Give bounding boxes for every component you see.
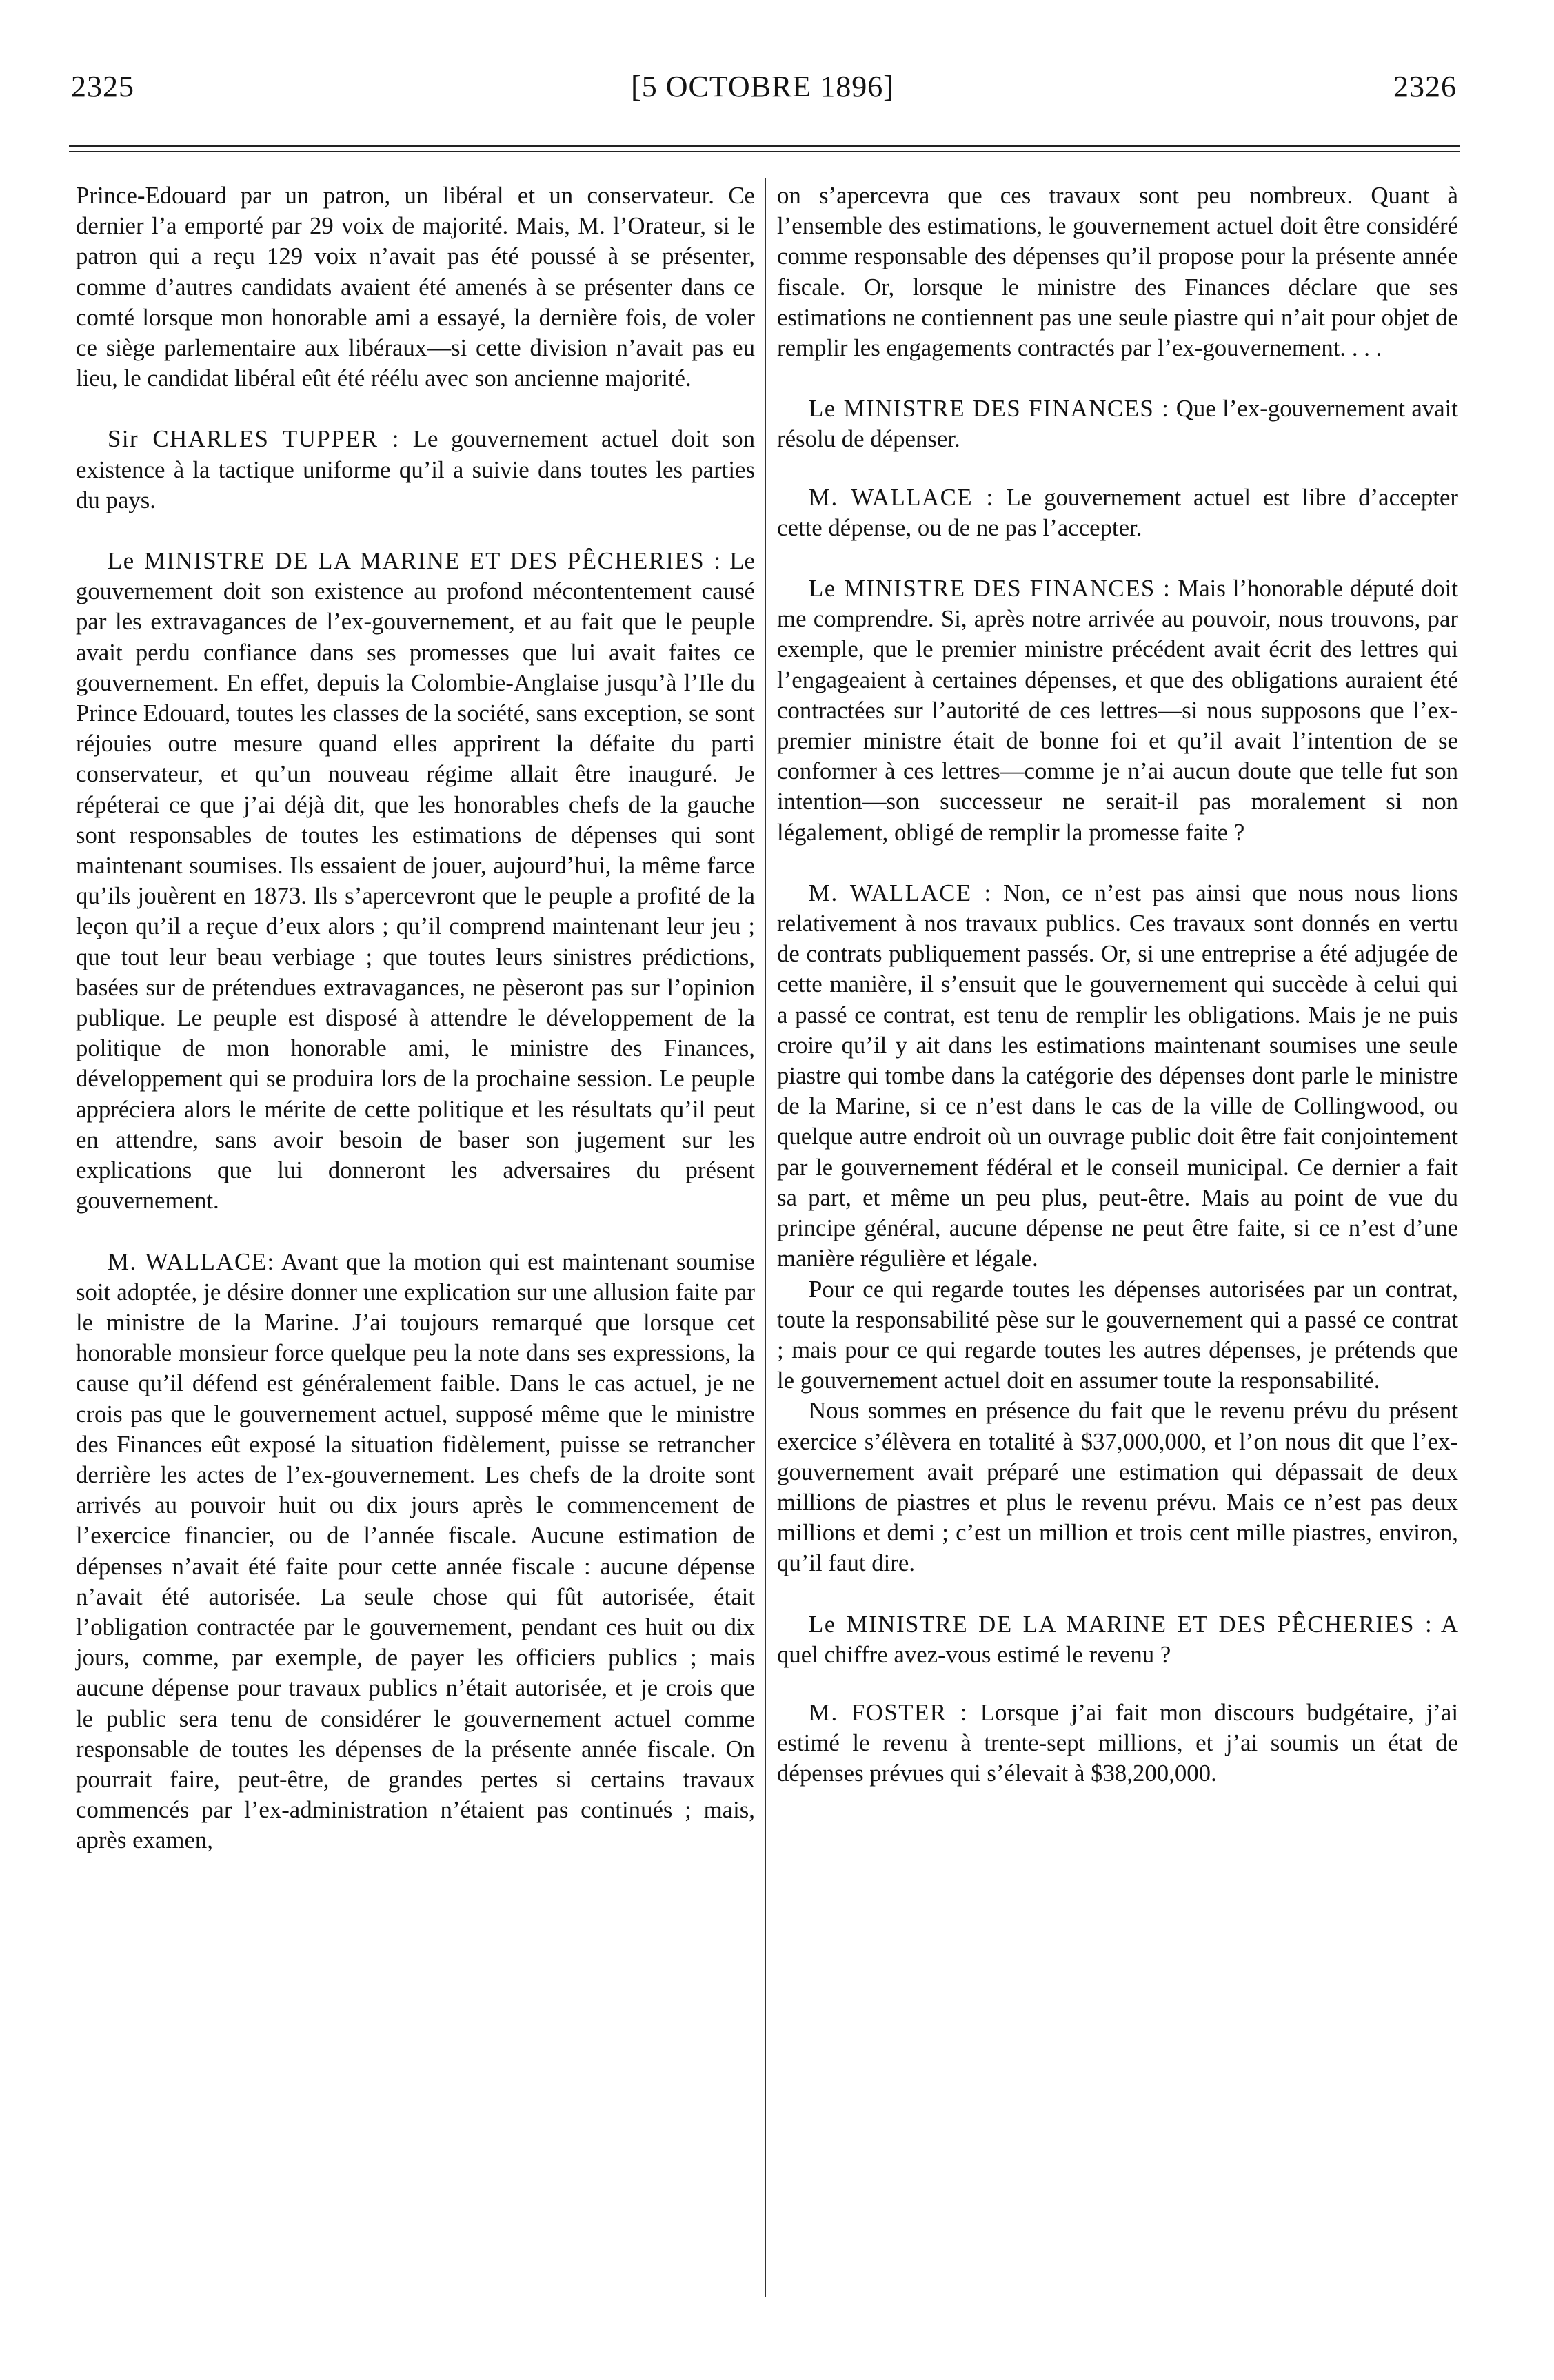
speech-paragraph	[76, 546, 755, 1216]
speaker-name: Le MINISTRE DE LA MARINE ET DES PÊCHERIES :	[108, 547, 722, 575]
paragraph: Prince-Edouard par un patron, un libéral et un conservateur. Ce dernier l’a emporté par 29 voix de majorité. Mais, M. l’Orateur, si le patron qui a reçu 129 voix n’avait pas été poussé à se présenter, comme d’autres candidats avaient été amenés à se présenter dans ce comté lorsque mon honorable ami a essayé, la dernière fois, de voler ce siège parlementaire aux libéraux—si cette division n’avait pas eu lieu, le candidat libéral eût été réélu avec son ancienne majorité.	[76, 182, 755, 392]
speech-paragraph	[777, 573, 1458, 848]
page-header	[65, 69, 1460, 110]
speaker-name: M. WALLACE :	[809, 879, 992, 906]
paragraph: Pour ce qui regarde toutes les dépenses autorisées par un contrat, toute la responsabilité pèse sur le gouvernement qui a passé ce contrat ; mais pour ce qui regarde toutes les autres dépenses, je prétends que le gouvernement actuel doit en assumer toute la responsabilité.	[777, 1275, 1458, 1394]
speech-text: Mais l’honorable député doit me comprendre. Si, après notre arrivée au pouvoir, nous trouvons, par exemple, que le premier ministre précédent avait écrit des lettres qui l’engageaient à certaines dépenses, et que des obligations auraient été contractées sur l’autorité de ces lettres—si nous supposons que l’ex-premier ministre était de bonne foi et qu’il avait l’intention de se conformer à ces lettres—comme je n’ai aucun doute que telle fut son intention—son successeur ne serait-il pas moralement si non légalement, obligé de remplir la promesse faite ?	[777, 575, 1458, 846]
column-divider	[765, 178, 766, 2297]
speech-paragraph	[777, 394, 1458, 454]
speech-text: Le gouvernement actuel est libre d’accepter cette dépense, ou de ne pas l’accepter.	[777, 483, 1459, 541]
left-column	[76, 181, 755, 1856]
speech-text: Que l’ex-gouvernement avait résolu de dépenser.	[777, 395, 1458, 453]
header-rule-thin	[69, 151, 1460, 152]
speaker-name: Le MINISTRE DES FINANCES :	[809, 395, 1170, 423]
speaker-name: Le MINISTRE DES FINANCES :	[809, 575, 1171, 602]
speech-paragraph	[76, 424, 755, 516]
page-number-right: 2326	[1393, 70, 1457, 103]
speech-paragraph	[777, 482, 1458, 543]
header-rule-thick	[69, 145, 1460, 147]
speech-text: A quel chiffre avez-vous estimé le revenu ?	[777, 1610, 1458, 1668]
speaker-name: M. FOSTER :	[809, 1698, 968, 1726]
paragraph: on s’apercevra que ces travaux sont peu nombreux. Quant à l’ensemble des estimations, le gouvernement actuel doit être considéré comme responsable des dépenses qu’il propose pour la présente année fiscale. Or, lorsque le ministre des Finances déclare que ses estimations ne contiennent pas une seule piastre qui n’ait pour objet de remplir les engagements contractés par l’ex-gouvernement. . . .	[777, 182, 1458, 362]
page-number-left: 2325	[71, 70, 134, 103]
speaker-name: M. WALLACE :	[809, 483, 994, 511]
speech-text: Avant que la motion qui est maintenant soumise soit adoptée, je désire donner une explication sur une allusion faite par le ministre de la Marine. J’ai toujours remarqué que lorsque cet honorable monsieur force quelque peu la note dans ses expressions, la cause qu’il défend est généralement faible. Dans le cas actuel, je ne crois pas que le gouvernement actuel, supposé même que le ministre des Finances eût exposé la situation fidèlement, puisse se retrancher derrière les actes de l’ex-gouvernement. Les chefs de la droite sont arrivés au pouvoir huit ou dix jours après le commencement de l’exercice financier, ou de l’année fiscale. Aucune estimation de dépenses n’avait été faite pour cette année fiscale : aucune dépense n’avait été autorisée. La seule chose qui fût autorisée, était l’obligation contractée par le gouvernement, pendant ces huit ou dix jours, comme, par exemple, de payer les officiers publics ; mais aucune dépense pour travaux publics n’était autorisée, et je crois que le public sera tenu de considérer le gouvernement actuel comme responsable de toutes les dépenses de la présente année fiscale. On pourrait faire, peut-être, de grandes pertes si certains travaux commencés par l’ex-administration n’étaient pas continués ; mais, après examen,	[76, 1248, 755, 1854]
paragraph: Nous sommes en présence du fait que le revenu prévu du présent exercice s’élèvera en totalité à $37,000,000, et l’on nous dit que l’ex-gouvernement avait préparé une estimation qui dépassait de deux millions de piastres et plus le revenu prévu. Mais ce n’est pas deux millions et demi ; c’est un million et trois cent mille piastres, environ, qu’il faut dire.	[777, 1397, 1458, 1577]
speech-paragraph	[777, 1609, 1458, 1670]
speech-text: Lorsque j’ai fait mon discours budgétaire, j’ai estimé le revenu à trente-sept millions, et j’ai soumis un état de dépenses prévues qui s’élevait à $38,200,000.	[777, 1698, 1458, 1787]
speaker-name: Le MINISTRE DE LA MARINE ET DES PÊCHERIES :	[809, 1610, 1433, 1638]
speaker-name: M. WALLACE:	[108, 1248, 275, 1275]
speech-paragraph	[76, 1247, 755, 1856]
speech-paragraph	[777, 1698, 1458, 1789]
speech-text: Non, ce n’est pas ainsi que nous nous lions relativement à nos travaux publics. Ces travaux sont donnés en vertu de contrats publiquement passés. Or, si une entreprise a été adjugée de cette manière, il s’ensuit que le gouvernement qui succède à celui qui a passé ce contrat, est tenu de remplir les obligations. Mais je ne puis croire qu’il y ait dans les estimations maintenant soumises une seule piastre qui tombe dans la catégorie des dépenses dont parle le ministre de la Marine, si ce n’est dans le cas de la ville de Collingwood, ou quelque autre endroit où un ouvrage public doit être fait conjointement par le gouvernement fédéral et le conseil municipal. Ce dernier a fait sa part, et même un peu plus, peut-être. Mais au point de vue du principe général, aucune dépense ne peut être faite, si ce n’est d’une manière régulière et légale.	[777, 879, 1459, 1272]
speaker-name: Sir CHARLES TUPPER :	[108, 425, 400, 453]
speech-text: Le gouvernement actuel doit son existence à la tactique uniforme qu’il a suivie dans toutes les parties du pays.	[76, 425, 755, 513]
right-column	[777, 181, 1458, 1789]
speech-paragraph	[777, 878, 1458, 1274]
header-date: [5 OCTOBRE 1896]	[631, 70, 894, 103]
speech-text: Le gouvernement doit son existence au profond mécontentement causé par les extravagances de l’ex-gouvernement, et au fait que le peuple avait perdu confiance dans ses promesses que lui avait faites ce gouvernement. En effet, depuis la Colombie-Anglaise jusqu’à l’Ile du Prince Edouard, toutes les classes de la société, sans exception, se sont réjouies outre mesure quand elles apprirent la défaite du parti conservateur, et qu’un nouveau régime allait être inauguré. Je répéterai ce que j’ai déjà dit, que les honorables chefs de la gauche sont responsables de toutes les estimations de dépenses qui sont maintenant soumises. Ils essaient de jouer, aujourd’hui, la même farce qu’ils jouèrent en 1873. Ils s’apercevront que le peuple a profité de la leçon qu’il a reçue d’eux alors ; qu’il comprend maintenant leur jeu ; que tout leur beau verbiage ; que toutes leurs sinistres prédictions, basées sur de prétendues extravagances, ne pèseront pas sur l’opinion publique. Le peuple est disposé à attendre le développement de la politique de mon honorable ami, le ministre des Finances, développement qui se produira lors de la prochaine session. Le peuple appréciera alors le mérite de cette politique et les résultats qu’il peut en attendre, sans avoir besoin de baser son jugement sur les explications que lui donneront les adversaires du présent gouvernement.	[76, 547, 755, 1214]
